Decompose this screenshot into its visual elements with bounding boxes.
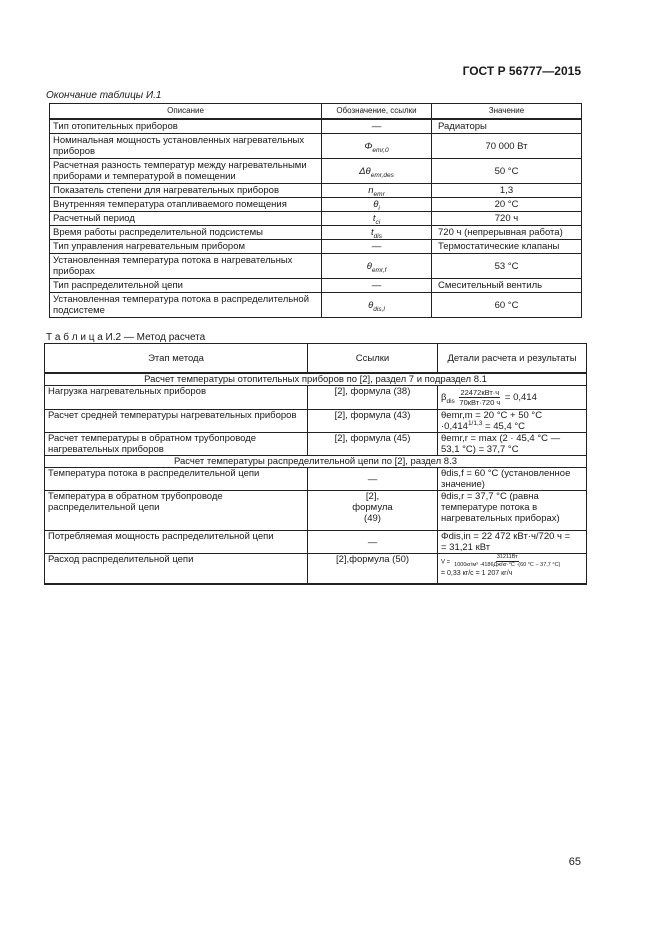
result-cell: θdis,f = 60 °С (установленное значение): [438, 468, 587, 491]
value-cell: 20 °С: [432, 198, 582, 212]
step-cell: Расход распределительной цепи: [45, 554, 308, 584]
step-cell: Температура потока в распределительной цепи: [45, 468, 308, 491]
table-row: [45, 491, 587, 531]
section-row: [45, 373, 587, 386]
step-cell: Расчет средней температуры нагревательных приборов: [45, 410, 308, 433]
description-cell: Тип управления нагревательным прибором: [50, 240, 322, 254]
description-cell: Показатель степени для нагревательных приборов: [50, 184, 322, 198]
result-cell: Φdis,in = 22 472 кВт·ч/720 ч = = 31,21 кВт: [438, 531, 587, 554]
value-cell: Термостатические клапаны: [432, 240, 582, 254]
symbol-cell: $t_{dis}$: [322, 226, 432, 240]
value-cell: 50 °С: [432, 159, 582, 184]
symbol-cell: —: [322, 279, 432, 293]
ref-cell: —: [308, 531, 438, 554]
table-row: [50, 226, 582, 240]
ref-cell: [2], формула (43): [308, 410, 438, 433]
section-title: Расчет температуры отопительных приборов по [2], раздел 7 и подраздел 8.1: [45, 373, 587, 386]
table-row: [45, 410, 587, 433]
col-header-details: Детали расчета и результаты: [438, 344, 587, 374]
ref-cell: [2],формула (50): [308, 554, 438, 584]
table-row: [50, 119, 582, 134]
value-cell: 60 °С: [432, 293, 582, 318]
description-cell: Тип распределительной цепи: [50, 279, 322, 293]
col-header-value: Значение: [432, 104, 582, 120]
value-cell: 720 ч: [432, 212, 582, 226]
table1-caption: Окончание таблицы И.1: [46, 90, 162, 101]
description-cell: Установленная температура потока в нагревательных приборах: [50, 254, 322, 279]
section-row: [45, 456, 587, 468]
col-header-description: Описание: [50, 104, 322, 120]
ref-cell: [2], формула (45): [308, 433, 438, 456]
table-row: [50, 279, 582, 293]
result-cell: θemr,m = 20 °С + 50 °С $\cdot 0,414^{1/1,3} = 45,4$ °С: [438, 410, 587, 433]
table-row: [45, 531, 587, 554]
table-row: [45, 386, 587, 410]
table-row: [50, 212, 582, 226]
description-cell: Номинальная мощность установленных нагревательных приборов: [50, 134, 322, 159]
value-cell: 720 ч (непрерывная работа): [432, 226, 582, 240]
result-cell: $\beta_{dis}$ $\frac{\text{22472кВт·ч}}{\text{70кВт·720 ч}}$ = 0,414: [438, 386, 587, 410]
table-row: [50, 198, 582, 212]
result-cell: V = $\frac{31211Вт}{\text{1000кг/м³ ·4186Дж/кг·°С ·(60 °С − 37,7 °С)}}$ = 0,33 кг/с = 1 207 кг/ч: [438, 554, 587, 584]
symbol-cell: $\Delta\theta_{emr,des}$: [322, 159, 432, 184]
table-row: [50, 293, 582, 318]
value-cell: 53 °С: [432, 254, 582, 279]
col-header-symbol: Обозначение, ссылки: [322, 104, 432, 120]
description-cell: Тип отопительных приборов: [50, 119, 322, 134]
description-cell: Расчетный период: [50, 212, 322, 226]
symbol-cell: $\theta_i$: [322, 198, 432, 212]
ref-cell: [2], формула (38): [308, 386, 438, 410]
col-header-step: Этап метода: [45, 344, 308, 374]
description-cell: Расчетная разность температур между нагревательными приборами и температурой в помещении: [50, 159, 322, 184]
ref-cell: [2], формула (49): [308, 491, 438, 531]
table-row: [50, 254, 582, 279]
symbol-cell: $\Phi_{emr,0}$: [322, 134, 432, 159]
table-row: [50, 184, 582, 198]
symbol-cell: $\theta_{dis,l}$: [322, 293, 432, 318]
value-cell: 1,3: [432, 184, 582, 198]
table-row: [50, 240, 582, 254]
table-row: [45, 468, 587, 491]
symbol-cell: $\theta_{emr,f}$: [322, 254, 432, 279]
table-2: [44, 343, 587, 585]
table-1: [49, 103, 582, 318]
symbol-cell: —: [322, 119, 432, 134]
step-cell: Температура в обратном трубопроводе распределительной цепи: [45, 491, 308, 531]
symbol-cell: $t_{ci}$: [322, 212, 432, 226]
result-cell: θdis,r = 37,7 °С (равна температуре потока в нагревательных приборах): [438, 491, 587, 531]
table-row: [45, 554, 587, 584]
ref-cell: —: [308, 468, 438, 491]
value-cell: Радиаторы: [432, 119, 582, 134]
table-row: [50, 159, 582, 184]
page-number: 65: [568, 856, 581, 868]
step-cell: Потребляемая мощность распределительной цепи: [45, 531, 308, 554]
table2-caption: Т а б л и ц а И.2 — Метод расчета: [46, 332, 206, 343]
step-cell: Нагрузка нагревательных приборов: [45, 386, 308, 410]
fraction: $\frac{31211Вт}{\text{1000кг/м³ ·4186Дж/кг·°С ·(60 °С − 37,7 °С)}}$: [454, 554, 561, 568]
description-cell: Внутренняя температура отапливаемого помещения: [50, 198, 322, 212]
section-title: Расчет температуры распределительной цепи по [2], раздел 8.3: [45, 456, 587, 468]
fraction: $\frac{\text{22472кВт·ч}}{\text{70кВт·720 ч}}$: [459, 388, 501, 407]
value-cell: 70 000 Вт: [432, 134, 582, 159]
col-header-refs: Ссылки: [308, 344, 438, 374]
document-id: ГОСТ Р 56777—2015: [462, 64, 581, 78]
table-row: [45, 433, 587, 456]
table-row: [50, 134, 582, 159]
symbol-cell: —: [322, 240, 432, 254]
value-cell: Смесительный вентиль: [432, 279, 582, 293]
description-cell: Установленная температура потока в распределительной подсистеме: [50, 293, 322, 318]
description-cell: Время работы распределительной подсистемы: [50, 226, 322, 240]
symbol-cell: $n_{emr}$: [322, 184, 432, 198]
step-cell: Расчет температуры в обратном трубопроводе нагревательных приборов: [45, 433, 308, 456]
result-cell: θemr,r = max (2 · 45,4 °С — 53,1 °С) = 37,7 °С: [438, 433, 587, 456]
